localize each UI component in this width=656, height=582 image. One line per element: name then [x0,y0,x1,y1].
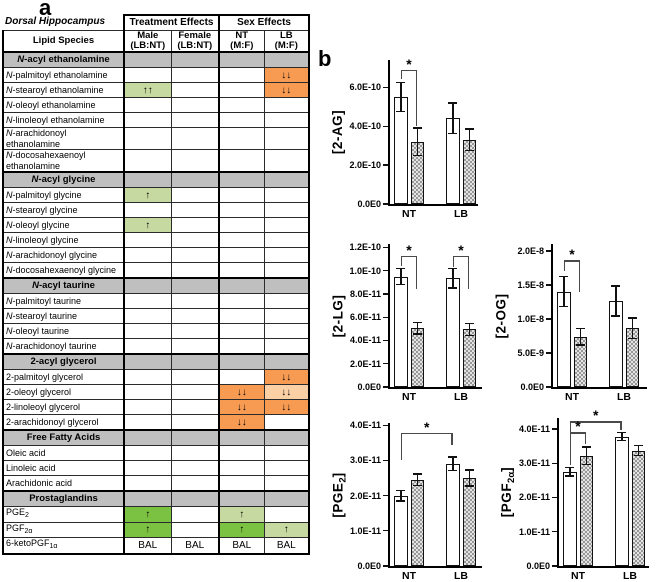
label-part: N [6,69,13,80]
error-bar [586,447,588,464]
error-bar-cap [413,127,422,129]
error-bar-cap [611,315,620,317]
x-label-NT: NT [402,570,416,582]
label-part: N [6,340,13,351]
effect-cell: ↑ [124,188,171,203]
effect-cell: BAL [171,538,219,554]
sig-bracket-arm [401,256,402,266]
error-bar [452,268,454,288]
label-part: N [6,114,13,125]
label-part: N [17,53,25,65]
sex-effects-header: Sex Effects [219,15,309,31]
y-tick [383,386,388,387]
label-part: Arachidonic acid [6,477,73,488]
sig-bracket-arm [451,433,452,445]
treatment-effects-header: Treatment Effects [124,15,219,31]
label-part: N [6,99,13,110]
hatched-bar-NT [580,456,594,566]
label-part: Prostaglandins [29,492,98,504]
y-tick [383,460,388,461]
y-tick [383,363,388,364]
error-bar-cap [617,432,626,434]
label-part: -docosahexaenoyl glycine [12,264,117,275]
sig-bracket-arm [579,260,580,291]
y-tick [546,318,551,319]
error-bar [452,457,454,470]
sig-bracket-arm [401,433,402,460]
effect-cell: ↓↓ [264,370,309,385]
label-part: PGE [6,507,26,517]
hatched-bar-LB [463,329,477,387]
error-bar-cap [413,485,422,487]
error-bar-cap [565,467,574,469]
y-tick [383,203,388,204]
y-tick [383,495,388,496]
label-part: -stearoyl glycine [12,204,78,215]
y-tick-label: 4.0E-11 [518,423,550,434]
label-part: -palmitoyl taurine [12,295,82,306]
label-part: -oleoyl ethanolamine [12,99,96,110]
y-tick [383,565,388,566]
label-part: 2-linoleoyl glycerol [6,401,81,412]
y-tick [383,270,388,271]
column-header-line2: (LB:NT) [130,40,166,51]
y-tick [546,386,551,387]
y-tick-label: 4.0E-11 [349,335,381,346]
label-part: 1α [49,543,58,550]
y-tick-label: 0.0E0 [357,199,381,209]
sig-asterisk: * [458,241,464,258]
y-tick [383,530,388,531]
column-header-line2: (M:F) [274,40,298,51]
error-bar-cap [413,322,422,324]
y-tick-label: 2.0E-11 [349,358,381,369]
label-part: 2-arachidonoyl glycerol [6,416,99,427]
label-part: -stearoyl ethanolamine [12,84,104,95]
y-tick-label: 2.0E-10 [349,160,381,171]
ylabel-text: [2-AG] [330,109,345,155]
y-tick [383,293,388,294]
y-tick-label: 0.0E0 [357,382,381,392]
error-bar-cap [576,344,585,346]
error-bar-cap [634,455,643,457]
label-part: -palmitoyl glycine [12,189,82,200]
y-tick [546,250,551,251]
effect-cell: ↓↓ [219,385,264,400]
sig-asterisk: * [406,55,412,72]
hatched-bar-NT [411,328,425,387]
error-bar [452,103,454,133]
ylabel-text: [2-LG] [330,294,345,337]
effect-cell: ↑ [264,522,309,538]
y-tick-label: 0.0E0 [520,382,544,392]
y-tick-label: 1.0E-8 [517,313,544,324]
error-bar [632,318,634,338]
effect-cell: ↓↓ [264,385,309,400]
y-tick-label: 6.0E-10 [349,82,381,93]
error-bar-cap [465,485,474,487]
label-part: -oleoyl taurine [12,325,70,336]
y-tick [383,126,388,127]
effect-cell: ↑ [124,218,171,233]
x-label-LB: LB [617,391,631,403]
y-tick-label: 2.0E-11 [518,492,550,503]
ylabel-subscript: 2α [506,471,517,483]
x-label-LB: LB [454,208,468,220]
y-tick [546,284,551,285]
label-part: N [6,295,13,306]
sig-bracket-arm [564,260,565,271]
y-tick [552,463,557,464]
error-bar [417,322,419,334]
label-part: N [32,279,39,291]
error-bar-cap [396,111,405,113]
error-bar-cap [465,150,474,152]
table-title: Dorsal Hippocampus [3,15,124,31]
open-bar-NT [394,496,408,566]
error-bar [400,82,402,111]
label-part: -linoleoyl glycine [12,234,79,245]
x-label-LB: LB [623,570,637,582]
sig-asterisk: * [569,246,575,263]
y-tick-label: 1.0E-10 [349,265,381,276]
effect-cell: BAL [219,538,264,554]
label-part: PGF [6,522,25,533]
ylabel-text: ] [499,466,514,472]
label-part: N [31,173,39,185]
error-bar-cap [413,155,422,157]
label-part: N [6,150,13,160]
y-tick-label: 1.0E-11 [349,525,381,536]
label-part: -docosahexaenoyl ethanolamine [6,150,86,171]
y-tick-label: 4.0E-10 [349,121,381,132]
sig-bracket-arm [570,432,571,465]
sig-asterisk: * [575,418,581,435]
error-bar-cap [396,268,405,270]
y-tick-label: 6.0E-11 [349,312,381,323]
effect-cell: BAL [264,538,309,554]
y-tick [383,425,388,426]
label-part: N [6,219,13,230]
error-bar-cap [634,445,643,447]
effect-cell: BAL [124,538,171,554]
effect-cell: ↓↓ [264,400,309,415]
error-bar-cap [396,284,405,286]
label-part: N [6,234,13,245]
x-label-NT: NT [402,208,416,220]
y-tick [383,317,388,318]
label-part: -acyl glycine [38,173,96,185]
error-bar-cap [559,276,568,278]
error-bar-cap [448,133,457,135]
error-bar-cap [582,446,591,448]
x-label-NT: NT [565,391,579,403]
error-bar-cap [628,338,637,340]
label-part: N [6,310,13,321]
error-bar-cap [465,335,474,337]
y-tick [383,164,388,165]
y-tick-label: 1.2E-10 [349,242,381,253]
hatched-bar-LB [632,451,646,566]
column-header-line2: (LB:NT) [177,40,213,51]
error-bar-cap [448,456,457,458]
effect-cell: ↓↓ [264,83,309,98]
y-tick-label: 1.5E-8 [517,279,544,290]
error-bar-cap [396,82,405,84]
y-tick [552,497,557,498]
label-part: 2-acyl glycerol [30,355,97,367]
label-part: N [6,325,13,336]
error-bar-cap [559,306,568,308]
error-bar [469,129,471,150]
hatched-bar-LB [463,478,477,566]
open-bar-NT [394,277,408,387]
sig-asterisk: * [406,241,412,258]
effect-cell: ↑ [124,507,171,523]
effect-cell: ↑ [219,522,264,538]
open-bar-NT [563,472,577,566]
error-bar-cap [465,469,474,471]
error-bar-cap [396,490,405,492]
error-bar-cap [413,333,422,335]
error-bar-cap [448,102,457,104]
label-part: 2-palmitoyl glycerol [6,371,84,382]
label-part: -acyl ethanolamine [24,53,110,65]
error-bar-cap [413,473,422,475]
column-header-line2: (M:F) [230,40,254,51]
error-bar-cap [582,464,591,466]
label-part: -arachidonoyl glycine [12,249,98,260]
label-part: -linoleoyl ethanolamine [12,114,105,125]
y-tick-label: 2.0E-11 [349,490,381,501]
y-tick-label: 3.0E-11 [518,458,550,469]
label-part: -arachidonoyl ethanolamine [6,128,67,149]
x-label-LB: LB [454,570,468,582]
sig-bracket-arm [401,70,402,80]
sig-bracket-arm [416,70,417,126]
label-part: 2-oleoyl glycerol [6,386,72,397]
open-bar-LB [446,278,460,387]
panel-a-label: a [39,0,52,20]
x-label-NT: NT [402,391,416,403]
y-tick [383,87,388,88]
y-tick-label: 2.0E-8 [517,245,544,256]
effect-cell: ↑ [124,522,171,538]
effect-cell: ↓↓ [264,68,309,83]
ylabel-text: [2-OG] [493,293,508,338]
y-tick-label: 3.0E-11 [349,455,381,466]
error-bar-cap [628,317,637,319]
error-bar-cap [448,287,457,289]
y-tick [552,531,557,532]
label-part: N [6,264,13,275]
y-tick-label: 0.0E0 [526,561,550,571]
label-part: N [6,84,13,95]
effect-cell: ↓↓ [219,415,264,431]
column-header-line1: LB [279,30,293,41]
y-tick [552,565,557,566]
error-bar [615,286,617,316]
label-part: N [6,128,13,138]
y-tick-label: 8.0E-11 [349,288,381,299]
open-bar-LB [446,464,460,566]
label-part: -arachidonoyl taurine [12,340,97,351]
error-bar [469,470,471,486]
sig-bracket-arm [620,421,621,430]
label-part: -oleoyl glycine [12,219,70,230]
label-part: N [6,249,13,260]
sig-bracket-arm [468,256,469,290]
y-tick [546,352,551,353]
y-tick [552,428,557,429]
ylabel-text: [PGE [330,482,345,518]
hatched-bar-NT [411,480,425,566]
effect-cell: ↑ [219,507,264,523]
y-tick-label: 1.0E-11 [518,526,550,537]
column-header-line1: Female [178,30,212,41]
ylabel-subscript: 2 [337,476,348,483]
label-part: N [6,189,13,200]
y-tick [383,340,388,341]
label-part: -stearoyl taurine [12,310,78,321]
effect-cell: ↓↓ [219,400,264,415]
label-part: 2α [24,527,33,535]
error-bar-cap [617,440,626,442]
error-bar-cap [448,470,457,472]
ylabel-text: ] [330,471,345,477]
x-label-LB: LB [454,391,468,403]
error-bar [580,328,582,344]
error-bar-cap [465,323,474,325]
label-part: 2 [25,512,29,519]
sig-asterisk: * [593,407,599,424]
label-part: Linoleic acid [6,462,56,473]
y-tick-label: 4.0E-11 [349,420,381,431]
lipid-species-header: Lipid Species [3,31,124,53]
error-bar [469,324,471,336]
sig-bracket-arm [585,432,586,444]
label-part: Free Fatty Acids [26,431,101,443]
effect-cell: ↑↑ [124,83,171,98]
label-part: -acyl taurine [38,279,95,291]
y-tick-label: 0.0E0 [357,561,381,571]
panel-b-label: b [318,46,332,71]
error-bar-cap [565,475,574,477]
x-label-NT: NT [571,570,585,582]
error-bar-cap [576,328,585,330]
open-bar-LB [615,437,629,567]
column-header-line1: Male [137,30,159,41]
label-part: Oleic acid [6,447,46,458]
label-part: N [6,204,13,215]
sig-bracket-arm [453,256,454,268]
label-part: -palmitoyl ethanolamine [12,69,108,80]
ylabel-text: [PGF [499,482,514,518]
column-header-line1: NT [235,30,249,41]
y-tick [383,247,388,248]
error-bar-cap [611,285,620,287]
y-tick-label: 5.0E-9 [517,347,544,358]
error-bar-cap [465,128,474,130]
error-bar-cap [396,500,405,502]
sig-bracket-arm [416,256,417,290]
error-bar-cap [448,268,457,270]
open-bar-NT [394,97,408,204]
sig-asterisk: * [424,418,430,435]
error-bar [417,128,419,155]
error-bar [400,268,402,284]
label-part: 6-ketoPGF [6,538,50,548]
error-bar [563,277,565,307]
